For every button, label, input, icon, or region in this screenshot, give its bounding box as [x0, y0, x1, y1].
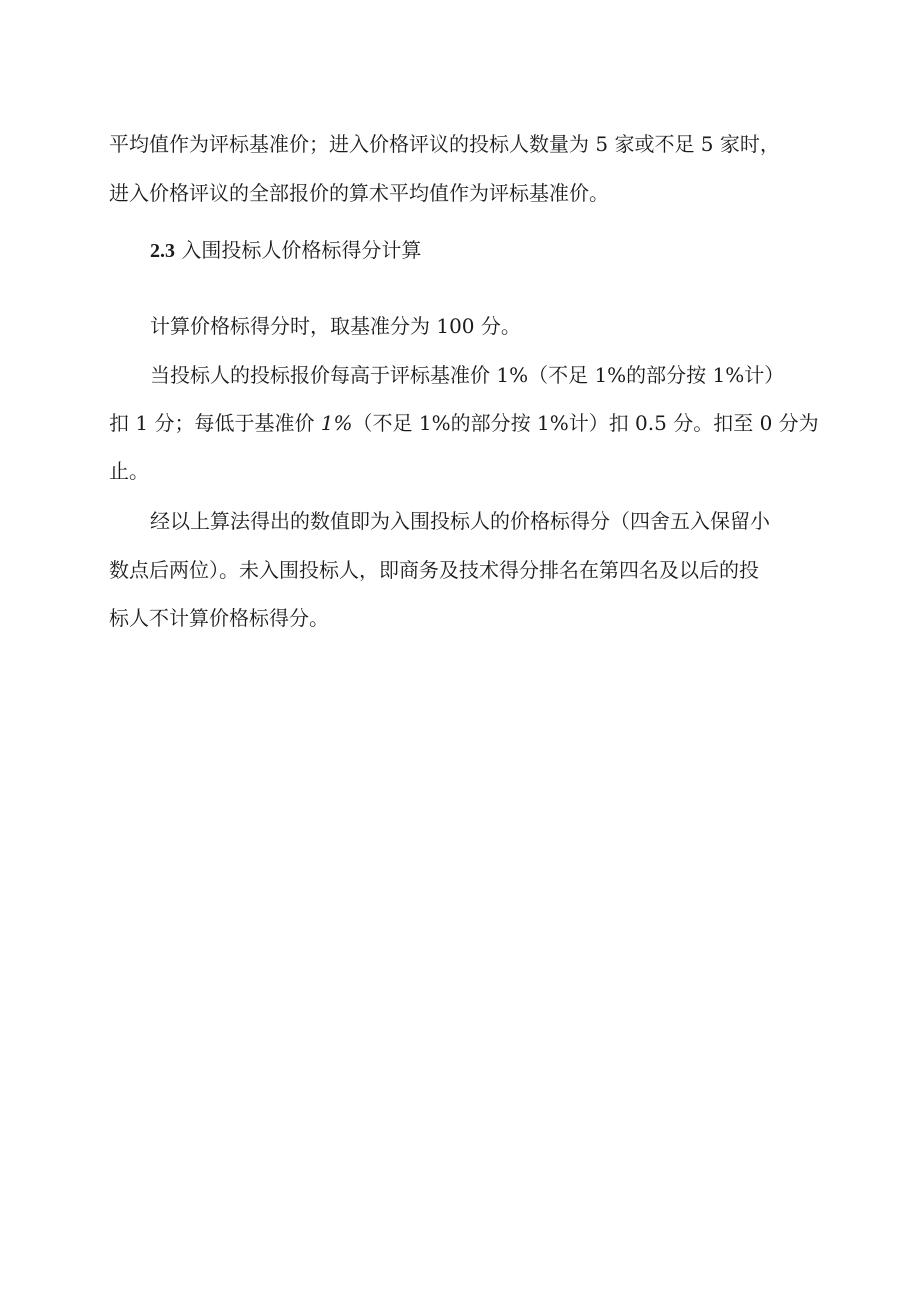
paragraph-2: 计算价格标得分时，取基准分为 100 分。	[150, 314, 521, 338]
paragraph-4-line-2: 数点后两位）。未入围投标人，即商务及技术得分排名在第四名及以后的投	[109, 558, 759, 582]
paragraph-3-line-1: 当投标人的投标报价每高于评标基准价 1%（不足 1%的部分按 1%计）	[150, 363, 785, 387]
paragraph-3-line-2-start: 扣 1 分；每低于基准价	[109, 411, 321, 435]
section-heading	[150, 236, 421, 265]
paragraph-3-line-2	[109, 409, 819, 437]
paragraph-1-line-2: 进入价格评议的全部报价的算术平均值作为评标基准价。	[109, 181, 609, 205]
paragraph-4-line-3: 标人不计算价格标得分。	[109, 606, 329, 630]
paragraph-3-line-2-end: （不足 1%的部分按 1%计）扣 0.5 分。扣至 0 分为	[352, 411, 819, 435]
paragraph-3-line-3: 止。	[109, 459, 149, 483]
paragraph-1-line-1: 平均值作为评标基准价；进入价格评议的投标人数量为 5 家或不足 5 家时，	[109, 132, 780, 156]
paragraph-4-line-1: 经以上算法得出的数值即为入围投标人的价格标得分（四舍五入保留小	[150, 509, 770, 533]
section-number: 2.3	[150, 240, 175, 262]
paragraph-3-italic-percent: 1%	[320, 411, 353, 435]
section-title: 入围投标人价格标得分计算	[181, 238, 422, 262]
